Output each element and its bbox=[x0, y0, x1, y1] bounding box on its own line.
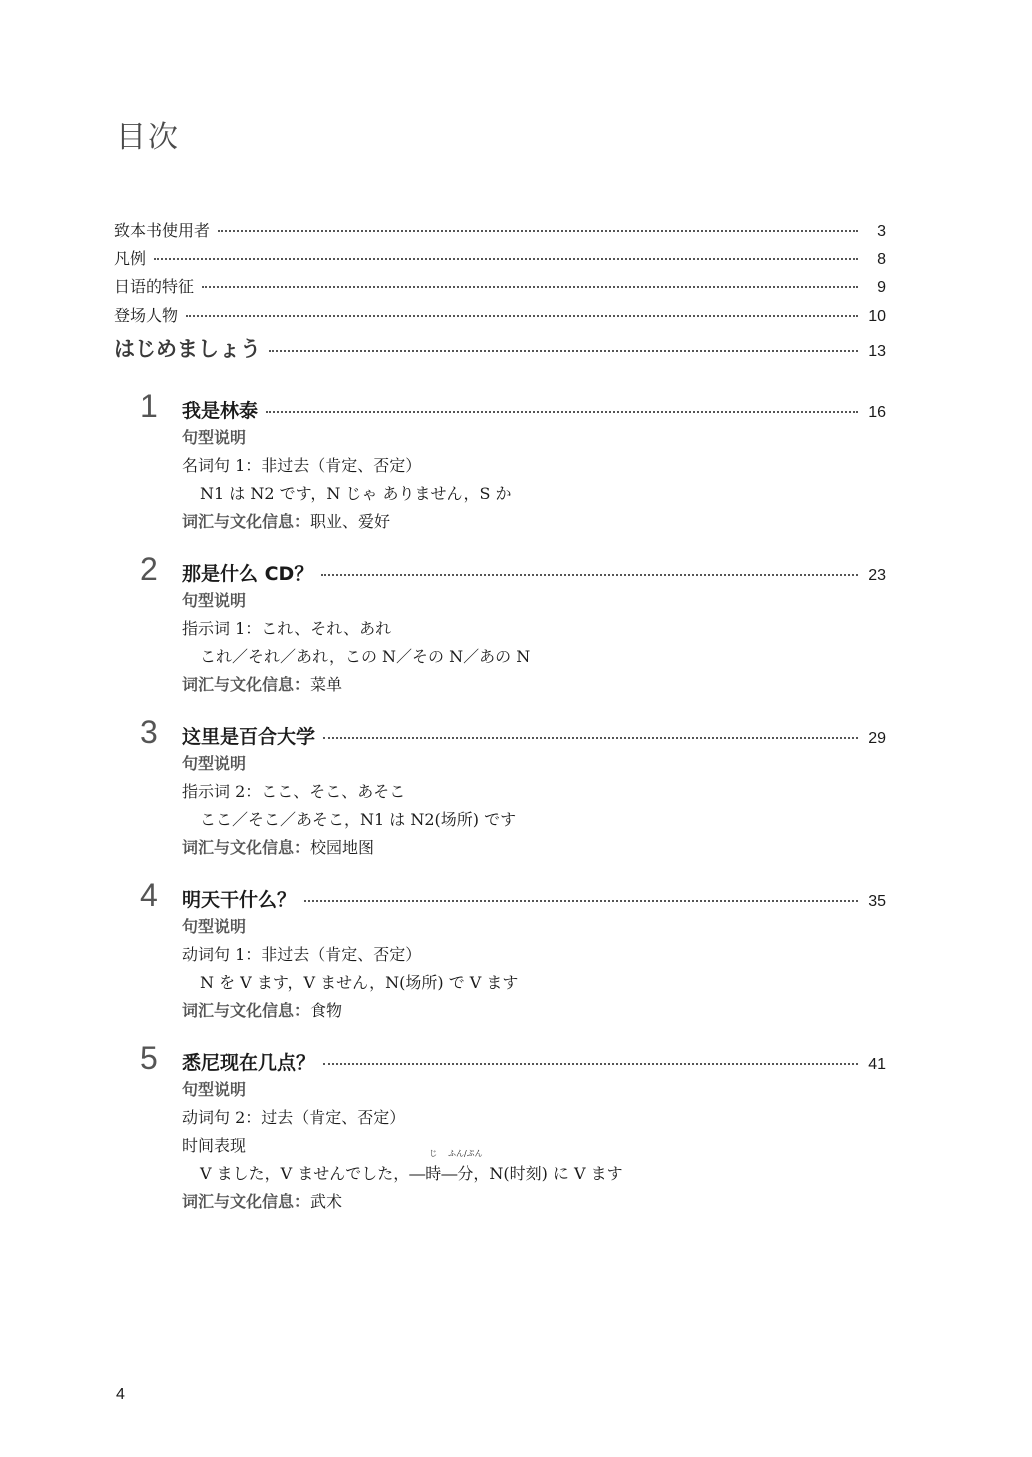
vocab-line bbox=[182, 998, 342, 1021]
grammar-item: 指示词 2：ここ、そこ、あそこ bbox=[182, 782, 406, 801]
toc-entry-label: はじめましょう bbox=[114, 337, 261, 361]
grammar-item: 时间表现 bbox=[182, 1136, 247, 1155]
ruby-reading: じ bbox=[429, 1149, 438, 1158]
lesson-title-row[interactable] bbox=[182, 722, 886, 749]
page-title: 目次 bbox=[116, 120, 180, 155]
pattern-heading: 句型说明 bbox=[182, 754, 247, 773]
dot-leader bbox=[269, 350, 858, 352]
lesson-title-row[interactable] bbox=[182, 1048, 886, 1075]
grammar-item: 动词句 2：过去（肯定、否定） bbox=[182, 1108, 406, 1127]
pattern-heading: 句型说明 bbox=[182, 917, 247, 936]
toc-entry[interactable] bbox=[114, 274, 886, 297]
dot-leader bbox=[154, 258, 858, 260]
ruby-base: 分 bbox=[457, 1164, 474, 1183]
dot-leader bbox=[266, 411, 858, 413]
ruby-ji bbox=[425, 1149, 442, 1184]
toc-entry-label: 日语的特征 bbox=[114, 277, 195, 296]
vocab-text: 校园地图 bbox=[310, 838, 375, 857]
vocab-label: 词汇与文化信息： bbox=[182, 675, 311, 694]
lesson-title: 我是林泰 bbox=[182, 400, 259, 422]
toc-entry-label: 登场人物 bbox=[114, 306, 179, 325]
pattern-line: N1 は N2 です，N じゃ ありません，S か bbox=[200, 484, 512, 503]
vocab-text: 职业、爱好 bbox=[310, 512, 391, 531]
vocab-line bbox=[182, 672, 342, 695]
pattern-heading: 句型说明 bbox=[182, 1080, 247, 1099]
dot-leader bbox=[321, 574, 858, 576]
vocab-line bbox=[182, 835, 374, 858]
toc-entry-label: 致本书使用者 bbox=[114, 221, 211, 240]
vocab-text: 食物 bbox=[310, 1001, 343, 1020]
lesson-page: 29 bbox=[868, 730, 886, 747]
dot-leader bbox=[323, 737, 858, 739]
toc-entry-page: 9 bbox=[877, 279, 886, 296]
lesson-title-row[interactable] bbox=[182, 885, 886, 912]
lesson-title: 悉尼现在几点？ bbox=[182, 1052, 316, 1074]
vocab-label: 词汇与文化信息： bbox=[182, 1001, 311, 1020]
dot-leader bbox=[304, 900, 858, 902]
lesson-number: 1 bbox=[140, 388, 158, 424]
dot-leader bbox=[186, 315, 858, 317]
vocab-text: 菜单 bbox=[310, 675, 343, 694]
pattern-line: N を V ます，V ません，N(场所) で V ます bbox=[200, 973, 519, 992]
toc-entry-page: 8 bbox=[877, 251, 886, 268]
lesson-number: 4 bbox=[140, 877, 158, 913]
lesson-page: 35 bbox=[868, 893, 886, 910]
pattern-text: ，N(时刻) に V ます bbox=[473, 1164, 623, 1183]
pattern-heading: 句型说明 bbox=[182, 591, 247, 610]
toc-entry-page: 3 bbox=[877, 223, 886, 240]
lesson-page: 23 bbox=[868, 567, 886, 584]
ruby-reading: ふん/ぷん bbox=[447, 1149, 483, 1158]
vocab-line bbox=[182, 1189, 342, 1212]
ruby-fun bbox=[447, 1149, 483, 1184]
vocab-label: 词汇与文化信息： bbox=[182, 512, 311, 531]
vocab-label: 词汇与文化信息： bbox=[182, 1192, 311, 1211]
pattern-text: V ました，V ませんでした，― bbox=[200, 1164, 426, 1183]
toc-entry-page: 10 bbox=[868, 308, 886, 325]
vocab-label: 词汇与文化信息： bbox=[182, 838, 311, 857]
vocab-line bbox=[182, 509, 390, 532]
lesson-number: 3 bbox=[140, 714, 158, 750]
dot-leader bbox=[323, 1063, 858, 1065]
dot-leader bbox=[202, 286, 858, 288]
toc-entry-page: 13 bbox=[868, 343, 886, 360]
grammar-item: 动词句 1：非过去（肯定、否定） bbox=[182, 945, 422, 964]
pattern-line bbox=[200, 1149, 623, 1184]
grammar-item: 指示词 1：これ、それ、あれ bbox=[182, 619, 392, 638]
lesson-number: 5 bbox=[140, 1040, 158, 1076]
lesson-number: 2 bbox=[140, 551, 158, 587]
pattern-line: これ／それ／あれ，この N／その N／あの N bbox=[200, 647, 531, 666]
toc-entry[interactable] bbox=[114, 246, 886, 269]
pattern-text: ― bbox=[441, 1164, 458, 1183]
grammar-item: 名词句 1：非过去（肯定、否定） bbox=[182, 456, 422, 475]
toc-entry-intro[interactable] bbox=[114, 333, 886, 363]
lesson-page: 41 bbox=[868, 1056, 886, 1073]
toc-entry-label: 凡例 bbox=[114, 249, 147, 268]
dot-leader bbox=[218, 230, 858, 232]
page-number: 4 bbox=[116, 1386, 125, 1403]
pattern-line: ここ／そこ／あそこ，N1 は N2(场所) です bbox=[200, 810, 517, 829]
lesson-title: 明天干什么？ bbox=[182, 889, 297, 911]
lesson-title-row[interactable] bbox=[182, 396, 886, 423]
vocab-text: 武术 bbox=[310, 1192, 343, 1211]
toc-entry[interactable] bbox=[114, 303, 886, 326]
lesson-page: 16 bbox=[868, 404, 886, 421]
lesson-title: 这里是百合大学 bbox=[182, 726, 316, 748]
ruby-base: 時 bbox=[425, 1164, 442, 1183]
lesson-title: 那是什么 CD？ bbox=[182, 563, 314, 585]
pattern-heading: 句型说明 bbox=[182, 428, 247, 447]
toc-entry[interactable] bbox=[114, 218, 886, 241]
lesson-title-row[interactable] bbox=[182, 559, 886, 586]
